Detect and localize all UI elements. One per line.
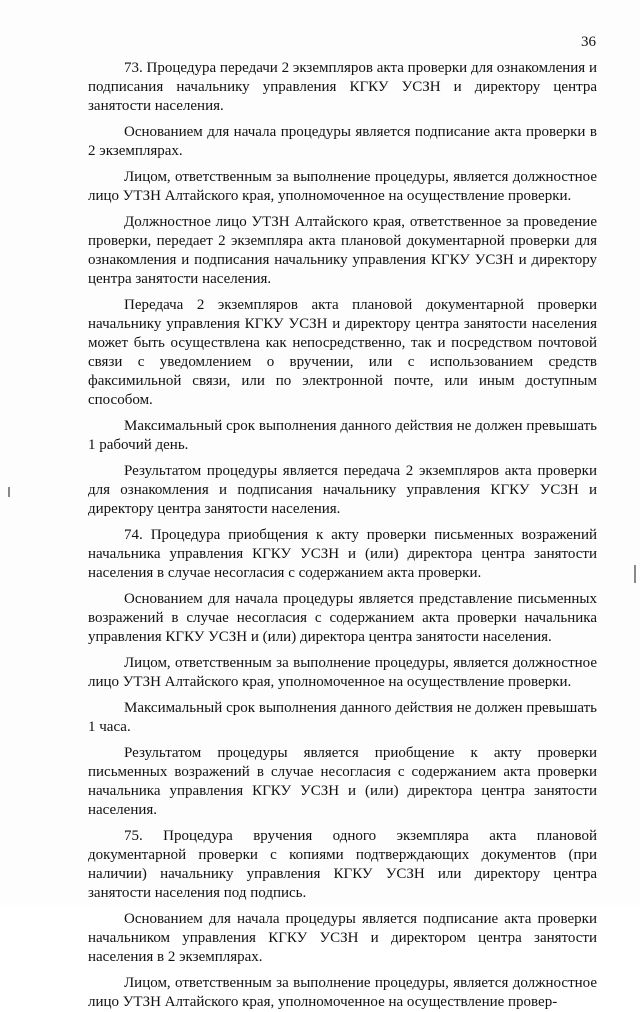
paragraph: Основанием для начала процедуры является представление письменных возражений в случае несогласия с содержанием акта проверки начальника управления КГКУ УСЗН и (или) директора центра занятости населения. [88, 591, 597, 645]
page-number: 36 [581, 34, 596, 50]
paragraph: Лицом, ответственным за выполнение процедуры, является должностное лицо УТЗН Алтайского края, уполномоченное на осуществление проверки. [88, 169, 597, 204]
paragraph: Результатом процедуры является передача 2 экземпляров акта проверки для ознакомления и подписания начальнику управления КГКУ УСЗН и директору центра занятости населения. [88, 463, 597, 517]
paragraph: Передача 2 экземпляров акта плановой документарной проверки начальнику управления КГКУ УСЗН и директору центра занятости населения может быть осуществлена как непосредственно, так и посредством почтовой связи с уведомлением о вручении, или с использованием средств факсимильной связи, или по электронной почте, или иным доступным способом. [88, 297, 597, 408]
paragraph: 75. Процедура вручения одного экземпляра акта плановой документарной проверки с копиями подтверждающих документов (при наличии) начальнику управления КГКУ УСЗН или директору центра занятости населения под подпись. [88, 828, 597, 901]
paragraph: Максимальный срок выполнения данного действия не должен превышать 1 часа. [88, 700, 597, 735]
paragraph: Лицом, ответственным за выполнение процедуры, является должностное лицо УТЗН Алтайского края, уполномоченное на осуществление проверки. [88, 655, 597, 690]
paragraph: Максимальный срок выполнения данного действия не должен превышать 1 рабочий день. [88, 418, 597, 453]
paragraph: Основанием для начала процедуры является подписание акта проверки начальником управления КГКУ УСЗН и директором центра занятости населения в 2 экземплярах. [88, 911, 597, 965]
paragraph: Основанием для начала процедуры является подписание акта проверки в 2 экземплярах. [88, 124, 597, 159]
paragraph: 73. Процедура передачи 2 экземпляров акта проверки для ознакомления и подписания начальнику управления КГКУ УСЗН и директору центра занятости населения. [88, 60, 597, 114]
document-body [88, 59, 597, 1012]
scan-edge-mark [634, 565, 636, 583]
paragraph: Лицом, ответственным за выполнение процедуры, является должностное лицо УТЗН Алтайского края, уполномоченное на осуществление провер- [88, 975, 597, 1010]
scan-edge-mark [8, 487, 10, 497]
paragraph: Должностное лицо УТЗН Алтайского края, ответственное за проведение проверки, передает 2 экземпляра акта плановой документарной проверки для ознакомления и подписания начальнику управления КГКУ УСЗН и директору центра занятости населения. [88, 214, 597, 287]
paragraph: 74. Процедура приобщения к акту проверки письменных возражений начальника управления КГКУ УСЗН и (или) директора центра занятости населения в случае несогласия с содержанием акта проверки. [88, 527, 597, 581]
paragraph: Результатом процедуры является приобщение к акту проверки письменных возражений в случае несогласия с содержанием акта проверки начальника управления КГКУ УСЗН и (или) директора центра занятости населения. [88, 745, 597, 818]
